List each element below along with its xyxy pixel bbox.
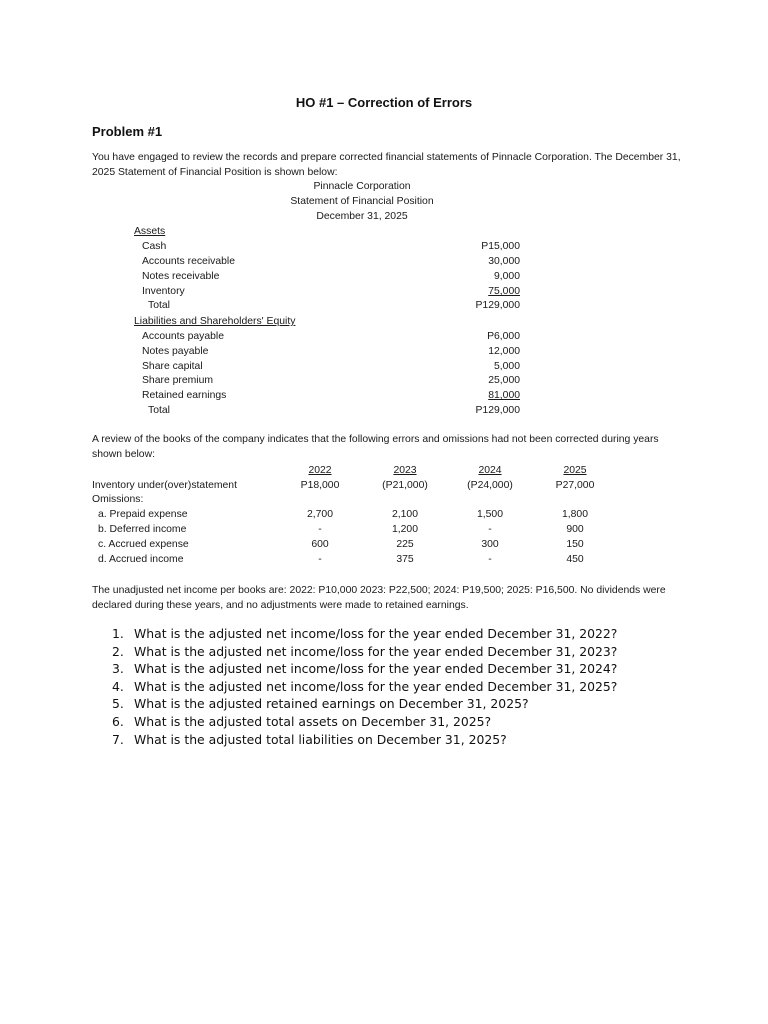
question-number: 7. (112, 731, 124, 747)
inventory-row-label: Inventory under(over)statement (92, 480, 237, 491)
omission-row-label: b. Deferred income (98, 524, 187, 535)
omission-cell: 1,800 (561, 509, 588, 520)
question-item (112, 660, 617, 678)
asset-label: Accounts receivable (142, 256, 235, 267)
problem-heading: Problem #1 (92, 124, 163, 139)
omissions-label: Omissions: (92, 494, 144, 505)
year-header: 2025 (563, 465, 587, 476)
question-text: What is the adjusted net income/loss for the year ended December 31, 2024? (134, 661, 618, 677)
document-title: HO #1 – Correction of Errors (295, 95, 473, 110)
question-text: What is the adjusted net income/loss for the year ended December 31, 2025? (134, 678, 618, 694)
year-header: 2022 (308, 465, 332, 476)
inventory-cell: (P24,000) (467, 480, 513, 491)
omission-row-label: a. Prepaid expense (98, 509, 188, 520)
question-item (112, 695, 617, 713)
asset-amount: 30,000 (488, 256, 520, 267)
liability-label: Accounts payable (142, 331, 225, 342)
liability-amount (450, 390, 520, 401)
question-item (112, 643, 617, 661)
omission-cell: 2,100 (391, 509, 418, 520)
omission-row-label: d. Accrued income (98, 554, 184, 565)
question-item (112, 713, 617, 731)
omission-cell: 300 (481, 539, 499, 550)
statement-name: Statement of Financial Position (290, 196, 434, 207)
liabilities-total-label: Total (148, 405, 170, 416)
omission-cell: 375 (396, 554, 414, 565)
asset-amount-value: 75,000 (488, 286, 520, 297)
question-number: 3. (112, 661, 124, 677)
intro-paragraph: You have engaged to review the records and prepare corrected financial statements of Pinnacle Corporation. The December 31, 2025 Statement of Financial Position is shown below: (92, 152, 681, 178)
assets-total-amount: P129,000 (475, 300, 520, 311)
omission-cell: 2,700 (306, 509, 333, 520)
liabilities-heading: Liabilities and Shareholders' Equity (134, 316, 296, 327)
asset-amount (450, 286, 520, 297)
inventory-cell: P27,000 (555, 480, 595, 491)
statement-date: December 31, 2025 (316, 211, 408, 222)
liability-label: Notes payable (142, 346, 209, 357)
omission-cell: - (488, 554, 492, 565)
liability-label: Retained earnings (142, 390, 227, 401)
unadjusted-paragraph: The unadjusted net income per books are: 2022: P10,000 2023: P22,500; 2024: P19,500; 2025: P16,500. No dividends were declared during these years, and no adjustments were made to retained earnings. (92, 585, 666, 611)
question-list (112, 625, 617, 748)
liability-amount: 12,000 (488, 346, 520, 357)
omission-cell: - (318, 554, 322, 565)
omission-cell: 150 (566, 539, 584, 550)
assets-total-label: Total (148, 300, 170, 311)
omission-cell: 1,200 (391, 524, 418, 535)
statement-company: Pinnacle Corporation (313, 181, 411, 192)
asset-amount: 9,000 (493, 271, 520, 282)
omission-cell: 1,500 (476, 509, 503, 520)
assets-heading: Assets (134, 226, 166, 237)
year-header: 2023 (393, 465, 417, 476)
omission-cell: 225 (396, 539, 414, 550)
question-item (112, 731, 617, 749)
liability-label: Share capital (142, 361, 203, 372)
inventory-cell: (P21,000) (382, 480, 428, 491)
inventory-cell: P18,000 (300, 480, 340, 491)
omission-cell: - (318, 524, 322, 535)
asset-label: Inventory (142, 286, 185, 297)
question-item (112, 678, 617, 696)
question-text: What is the adjusted total assets on December 31, 2025? (134, 713, 492, 729)
question-number: 4. (112, 678, 124, 694)
liability-amount: P6,000 (487, 331, 520, 342)
liability-label: Share premium (142, 375, 214, 386)
asset-label: Notes receivable (142, 271, 220, 282)
asset-label: Cash (142, 241, 167, 252)
liabilities-total-amount: P129,000 (475, 405, 520, 416)
omission-cell: 600 (311, 539, 329, 550)
question-number: 6. (112, 713, 124, 729)
omission-cell: 450 (566, 554, 584, 565)
omission-row-label: c. Accrued expense (98, 539, 189, 550)
question-text: What is the adjusted total liabilities on December 31, 2025? (134, 731, 507, 747)
question-number: 5. (112, 696, 124, 712)
review-paragraph: A review of the books of the company indicates that the following errors and omissions had not been corrected during years shown below: (92, 434, 659, 460)
question-text: What is the adjusted net income/loss for the year ended December 31, 2022? (134, 626, 618, 641)
omission-cell: - (488, 524, 492, 535)
liability-amount-value: 81,000 (488, 390, 520, 401)
question-number: 1. (112, 626, 124, 641)
year-header: 2024 (478, 465, 502, 476)
liability-amount: 25,000 (488, 375, 520, 386)
asset-amount: P15,000 (481, 241, 520, 252)
question-text: What is the adjusted retained earnings on December 31, 2025? (134, 696, 529, 712)
question-item (112, 625, 617, 643)
question-text: What is the adjusted net income/loss for the year ended December 31, 2023? (134, 643, 618, 659)
omission-cell: 900 (566, 524, 584, 535)
question-number: 2. (112, 643, 124, 659)
liability-amount: 5,000 (493, 361, 520, 372)
